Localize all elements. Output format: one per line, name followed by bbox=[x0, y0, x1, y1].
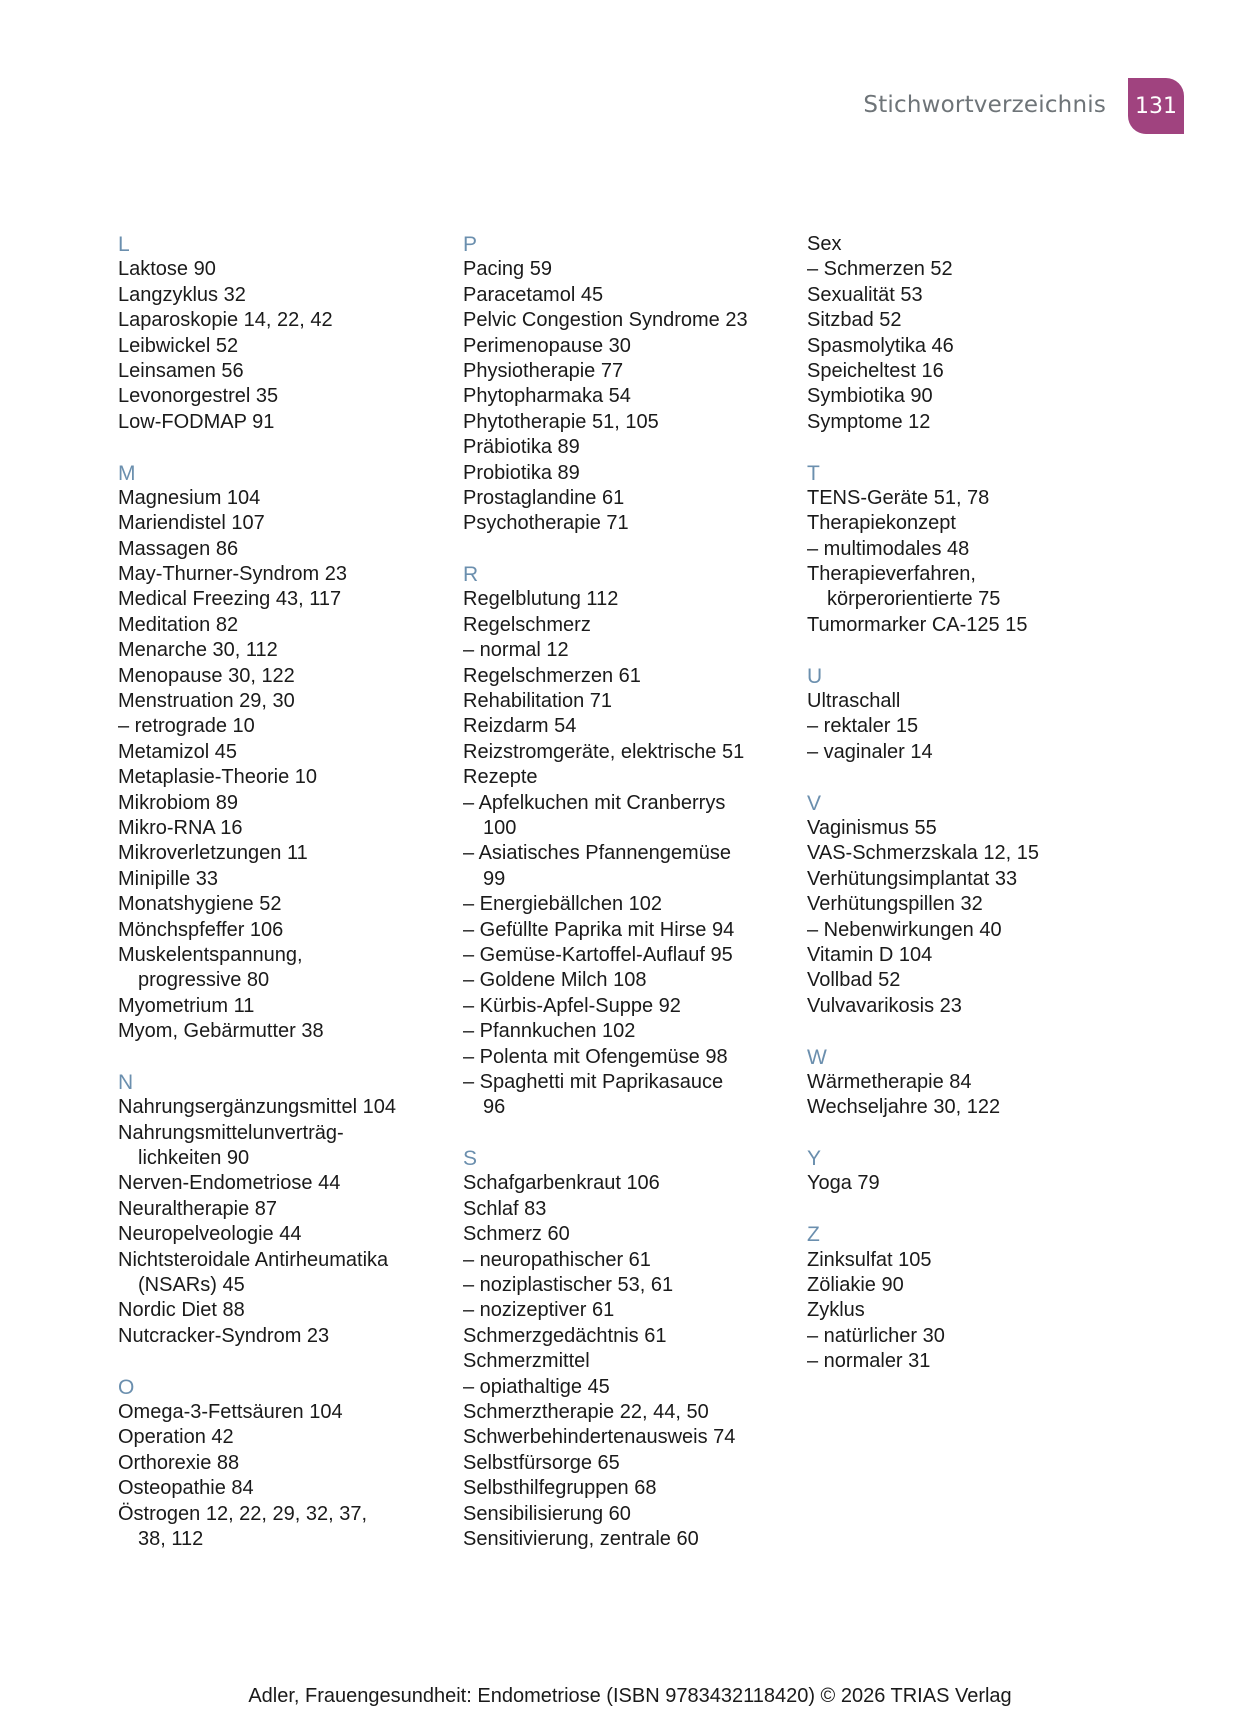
index-entry: Ultraschall bbox=[807, 690, 901, 713]
index-entry: Reizdarm 54 bbox=[463, 715, 577, 738]
index-entry: Therapiekonzept bbox=[807, 512, 956, 535]
index-entry: Leibwickel 52 bbox=[118, 334, 239, 357]
index-entry: Selbstfürsorge 65 bbox=[463, 1451, 620, 1474]
index-entry: Vulvavarikosis 23 bbox=[807, 994, 962, 1017]
index-letter-heading: P bbox=[463, 233, 478, 256]
index-entry: Prostaglandine 61 bbox=[463, 486, 625, 509]
index-entry: Menstruation 29, 30 bbox=[118, 690, 295, 713]
index-entry: Schlaf 83 bbox=[463, 1197, 547, 1220]
section-gap bbox=[807, 765, 1137, 790]
section-gap bbox=[118, 1349, 448, 1374]
index-entry: – noziplastischer 53, 61 bbox=[463, 1274, 674, 1297]
index-entry-continuation: (NSARs) 45 bbox=[138, 1274, 245, 1297]
index-entry: – Energiebällchen 102 bbox=[463, 893, 663, 916]
index-entry: Sitzbad 52 bbox=[807, 309, 902, 332]
index-letter-heading: O bbox=[118, 1375, 135, 1399]
index-entry: Phytopharmaka 54 bbox=[463, 385, 631, 408]
index-entry: Osteopathie 84 bbox=[118, 1477, 254, 1500]
section-gap bbox=[463, 537, 793, 562]
index-entry: – normal 12 bbox=[463, 639, 569, 662]
index-column-right bbox=[807, 232, 1137, 1375]
index-letter-heading: Y bbox=[807, 1147, 822, 1171]
index-entry: Vaginismus 55 bbox=[807, 816, 937, 839]
index-entry-continuation: progressive 80 bbox=[138, 969, 270, 992]
index-entry: Minipille 33 bbox=[118, 867, 219, 890]
index-entry: Physiotherapie 77 bbox=[463, 359, 624, 382]
index-letter-heading: R bbox=[463, 563, 479, 587]
index-entry: – Gemüse-Kartoffel-Auflauf 95 bbox=[463, 943, 733, 966]
index-entry: Speicheltest 16 bbox=[807, 359, 944, 382]
index-entry-continuation: 96 bbox=[483, 1096, 506, 1119]
index-letter-heading: T bbox=[807, 461, 820, 485]
index-entry-continuation: körperorientierte 75 bbox=[827, 588, 1001, 611]
index-entry: Zöliakie 90 bbox=[807, 1274, 904, 1297]
index-entry: Menarche 30, 112 bbox=[118, 639, 278, 662]
index-entry: Spasmolytika 46 bbox=[807, 334, 954, 357]
index-entry: Metamizol 45 bbox=[118, 740, 237, 763]
index-entry: Zinksulfat 105 bbox=[807, 1248, 932, 1271]
index-entry: Magnesium 104 bbox=[118, 486, 261, 509]
index-entry: Sex bbox=[807, 233, 842, 255]
index-entry: – Nebenwirkungen 40 bbox=[807, 918, 1002, 941]
index-entry: – rektaler 15 bbox=[807, 715, 919, 738]
index-entry: Sexualität 53 bbox=[807, 283, 923, 306]
section-gap bbox=[463, 1121, 793, 1146]
index-entry: Phytotherapie 51, 105 bbox=[463, 410, 659, 433]
index-entry: Regelblutung 112 bbox=[463, 588, 619, 611]
index-entry-continuation: 99 bbox=[483, 867, 506, 890]
index-entry: Schwerbehindertenausweis 74 bbox=[463, 1426, 736, 1449]
index-entry: Nordic Diet 88 bbox=[118, 1299, 245, 1322]
index-entry: Sensitivierung, zentrale 60 bbox=[463, 1527, 699, 1550]
index-entry: VAS-Schmerzskala 12, 15 bbox=[807, 842, 1039, 865]
index-entry: Selbsthilfegruppen 68 bbox=[463, 1477, 657, 1500]
index-letter-heading: L bbox=[118, 233, 130, 256]
index-entry: – natürlicher 30 bbox=[807, 1324, 945, 1347]
index-entry: Menopause 30, 122 bbox=[118, 664, 295, 687]
section-gap bbox=[807, 1121, 1137, 1146]
index-entry: Rehabilitation 71 bbox=[463, 690, 612, 713]
index-entry: Pacing 59 bbox=[463, 258, 552, 281]
index-entry: Levonorgestrel 35 bbox=[118, 385, 279, 408]
index-entry: Mikroverletzungen 11 bbox=[118, 842, 308, 865]
index-entry: – Goldene Milch 108 bbox=[463, 969, 647, 992]
index-entry: Nahrungsmittelunverträg- bbox=[118, 1121, 344, 1144]
index-entry: – vaginaler 14 bbox=[807, 740, 933, 763]
index-entry: Mikrobiom 89 bbox=[118, 791, 239, 814]
index-entry: Nerven-Endometriose 44 bbox=[118, 1172, 341, 1195]
index-entry: Monatshygiene 52 bbox=[118, 893, 282, 916]
index-entry: Rezepte bbox=[463, 766, 538, 789]
index-entry: – Apfelkuchen mit Cranberrys bbox=[463, 791, 726, 814]
index-entry: Verhütungsimplantat 33 bbox=[807, 867, 1018, 890]
index-letter-heading: V bbox=[807, 791, 822, 815]
index-entry: – normaler 31 bbox=[807, 1350, 931, 1373]
index-entry: Wechseljahre 30, 122 bbox=[807, 1096, 1001, 1119]
index-entry: Schmerz 60 bbox=[463, 1223, 570, 1246]
index-entry: Schmerzgedächtnis 61 bbox=[463, 1324, 667, 1347]
index-entry: – Kürbis-Apfel-Suppe 92 bbox=[463, 994, 681, 1017]
index-letter-heading: S bbox=[463, 1147, 478, 1171]
index-entry: Sensibilisierung 60 bbox=[463, 1502, 631, 1525]
index-entry-continuation: lichkeiten 90 bbox=[138, 1147, 250, 1170]
index-entry: Yoga 79 bbox=[807, 1172, 880, 1195]
index-entry: Symbiotika 90 bbox=[807, 385, 933, 408]
index-entry: Wärmetherapie 84 bbox=[807, 1070, 972, 1093]
index-entry: – multimodales 48 bbox=[807, 537, 970, 560]
index-entry: – Gefüllte Paprika mit Hirse 94 bbox=[463, 918, 735, 941]
index-entry: – retrograde 10 bbox=[118, 715, 255, 738]
index-entry: Meditation 82 bbox=[118, 613, 239, 636]
index-entry: – Pfannkuchen 102 bbox=[463, 1020, 636, 1043]
index-column-middle bbox=[463, 232, 793, 1552]
index-entry: Therapieverfahren, bbox=[807, 563, 976, 586]
section-gap bbox=[807, 435, 1137, 460]
index-entry: Schafgarbenkraut 106 bbox=[463, 1172, 660, 1195]
index-entry: Regelschmerzen 61 bbox=[463, 664, 641, 687]
index-entry: Medical Freezing 43, 117 bbox=[118, 588, 342, 611]
index-entry: – Schmerzen 52 bbox=[807, 258, 953, 281]
index-entry: Operation 42 bbox=[118, 1426, 234, 1449]
index-entry-continuation: 100 bbox=[483, 816, 517, 839]
section-gap bbox=[807, 638, 1137, 663]
page-number-badge: 131 bbox=[1128, 78, 1184, 134]
index-entry: – Asiatisches Pfannengemüse bbox=[463, 842, 731, 865]
index-entry: Myom, Gebärmutter 38 bbox=[118, 1020, 324, 1043]
index-entry: Nichtsteroidale Antirheumatika bbox=[118, 1248, 389, 1271]
index-entry: Nutcracker-Syndrom 23 bbox=[118, 1324, 330, 1347]
index-entry: – Spaghetti mit Paprikasauce bbox=[463, 1070, 724, 1093]
section-gap bbox=[118, 1045, 448, 1070]
index-entry: Schmerztherapie 22, 44, 50 bbox=[463, 1400, 709, 1423]
index-entry: – Polenta mit Ofengemüse 98 bbox=[463, 1045, 728, 1068]
index-entry: Verhütungspillen 32 bbox=[807, 893, 983, 916]
index-entry: Psychotherapie 71 bbox=[463, 512, 629, 535]
section-gap bbox=[118, 435, 448, 460]
index-entry: Neuropelveologie 44 bbox=[118, 1223, 302, 1246]
index-entry: Muskelentspannung, bbox=[118, 943, 303, 966]
index-entry: Östrogen 12, 22, 29, 32, 37, bbox=[118, 1502, 368, 1525]
index-entry: Laktose 90 bbox=[118, 258, 216, 281]
section-gap bbox=[807, 1197, 1137, 1222]
index-entry: TENS-Geräte 51, 78 bbox=[807, 486, 990, 509]
index-entry: Nahrungsergänzungsmittel 104 bbox=[118, 1096, 396, 1119]
index-entry: Laparoskopie 14, 22, 42 bbox=[118, 309, 333, 332]
index-entry: Low-FODMAP 91 bbox=[118, 410, 275, 433]
index-entry: Probiotika 89 bbox=[463, 461, 580, 484]
running-header-title: Stichwortverzeichnis bbox=[863, 92, 1106, 118]
index-entry: Reizstromgeräte, elektrische 51 bbox=[463, 740, 745, 763]
index-entry-continuation: 38, 112 bbox=[138, 1527, 204, 1550]
index-letter-heading: W bbox=[807, 1045, 827, 1069]
index-entry: Zyklus bbox=[807, 1299, 865, 1322]
index-entry: Omega-3-Fettsäuren 104 bbox=[118, 1400, 343, 1423]
index-entry: Mariendistel 107 bbox=[118, 512, 265, 535]
index-entry: Perimenopause 30 bbox=[463, 334, 631, 357]
index-column-left bbox=[118, 232, 448, 1552]
index-letter-heading: M bbox=[118, 461, 136, 485]
index-entry: Vollbad 52 bbox=[807, 969, 901, 992]
index-entry: Mikro-RNA 16 bbox=[118, 816, 243, 839]
index-entry: Symptome 12 bbox=[807, 410, 931, 433]
index-letter-heading: N bbox=[118, 1070, 134, 1094]
index-entry: May-Thurner-Syndrom 23 bbox=[118, 563, 347, 586]
index-entry: Mönchspfeffer 106 bbox=[118, 918, 284, 941]
index-entry: Orthorexie 88 bbox=[118, 1451, 240, 1474]
index-entry: Vitamin D 104 bbox=[807, 943, 933, 966]
index-entry: Massagen 86 bbox=[118, 537, 239, 560]
index-entry: – nozizeptiver 61 bbox=[463, 1299, 615, 1322]
index-entry: Myometrium 11 bbox=[118, 994, 255, 1017]
section-gap bbox=[807, 1019, 1137, 1044]
index-entry: Leinsamen 56 bbox=[118, 359, 244, 382]
index-letter-heading: Z bbox=[807, 1223, 820, 1247]
index-entry: – opiathaltige 45 bbox=[463, 1375, 610, 1398]
index-entry: Schmerzmittel bbox=[463, 1350, 590, 1373]
index-entry: Langzyklus 32 bbox=[118, 283, 246, 306]
index-entry: Tumormarker CA-125 15 bbox=[807, 613, 1028, 636]
index-entry: Neuraltherapie 87 bbox=[118, 1197, 277, 1220]
index-entry: Paracetamol 45 bbox=[463, 283, 604, 306]
index-entry: – neuropathischer 61 bbox=[463, 1248, 651, 1271]
index-entry: Präbiotika 89 bbox=[463, 436, 580, 459]
copyright-footer: Adler, Frauengesundheit: Endometriose (ISBN 9783432118420) © 2026 TRIAS Verlag bbox=[248, 1685, 1012, 1707]
index-entry: Metaplasie-Theorie 10 bbox=[118, 766, 317, 789]
index-letter-heading: U bbox=[807, 664, 823, 688]
index-entry: Pelvic Congestion Syndrome 23 bbox=[463, 309, 748, 332]
index-entry: Regelschmerz bbox=[463, 613, 591, 636]
